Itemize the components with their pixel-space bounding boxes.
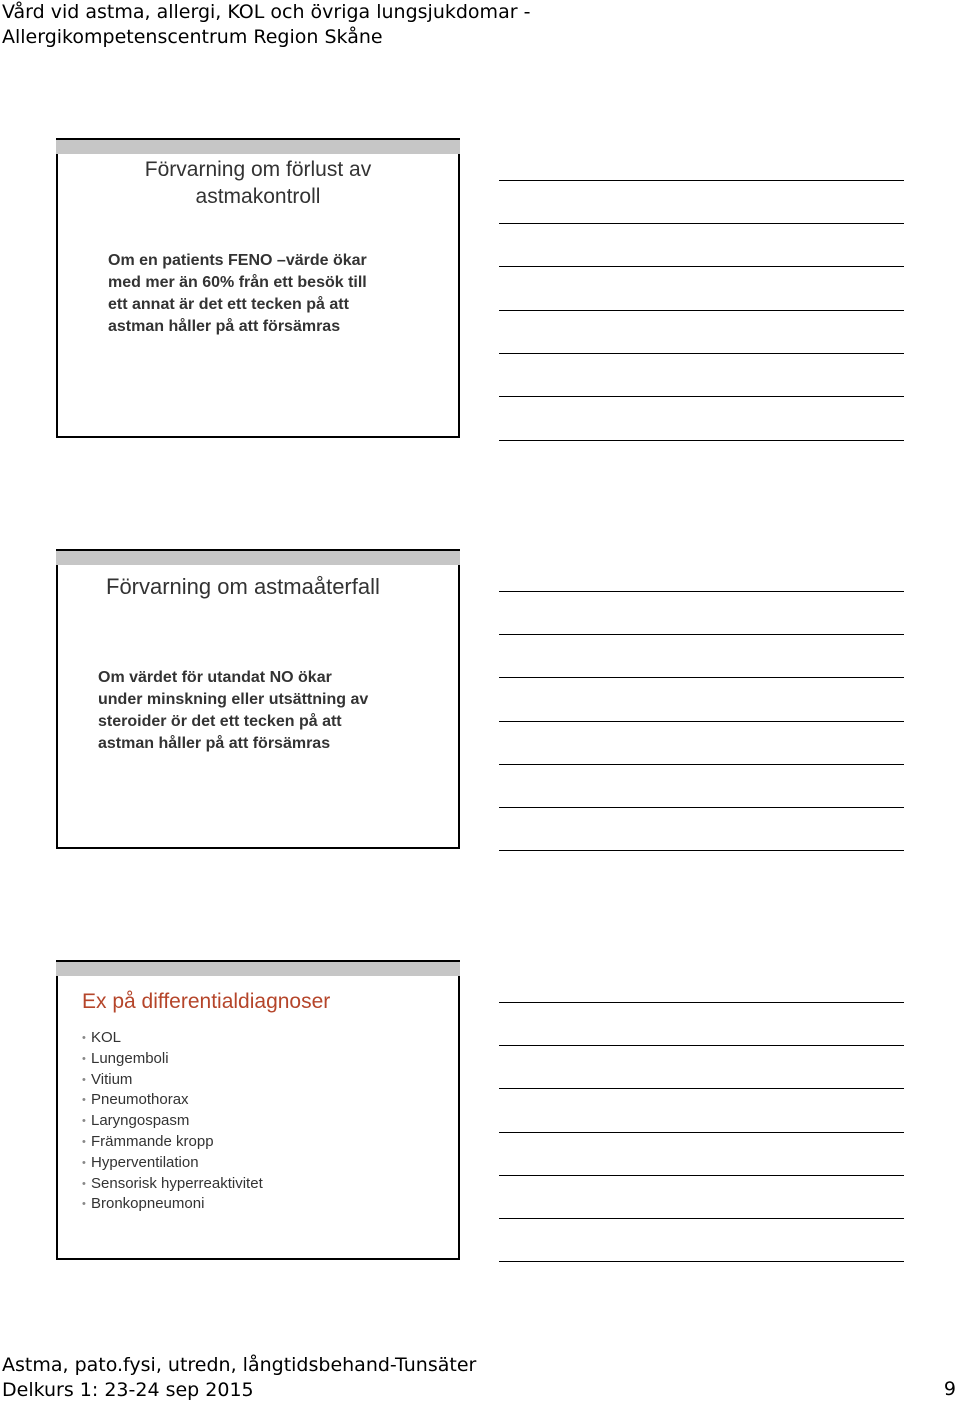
note-line	[499, 440, 904, 441]
note-line	[499, 807, 904, 808]
slide-title-line: Förvarning om astmaåterfall	[106, 574, 380, 599]
footer-line-1: Astma, pato.fysi, utredn, långtidsbehand-Tunsäter	[2, 1354, 477, 1376]
list-item: • Lungemboli	[82, 1049, 263, 1070]
slide-body	[108, 250, 367, 338]
list-item: • KOL	[82, 1028, 263, 1049]
slide-3	[56, 960, 460, 1260]
differential-diagnosis-list	[82, 1028, 263, 1215]
bullet-icon: •	[82, 1156, 86, 1169]
slide-title-line: astmakontroll	[195, 185, 321, 208]
note-line	[499, 1132, 904, 1133]
slide-body-line: under minskning eller utsättning av	[98, 691, 369, 708]
slide-body-line: steroider ör det ett tecken på att	[98, 713, 342, 730]
note-line	[499, 1218, 904, 1219]
list-item: • Laryngospasm	[82, 1111, 263, 1132]
list-item: • Bronkopneumoni	[82, 1194, 263, 1215]
bullet-icon: •	[82, 1052, 86, 1065]
note-line	[499, 1261, 904, 1262]
note-line	[499, 677, 904, 678]
note-line	[499, 591, 904, 592]
bullet-icon: •	[82, 1032, 86, 1044]
list-item: • Vitium	[82, 1070, 263, 1091]
slide-title	[106, 573, 380, 600]
slide-topbar	[56, 549, 460, 565]
slide-body-line: Om värdet för utandat NO ökar	[98, 669, 332, 686]
note-line	[499, 721, 904, 722]
slide-title-line: Förvarning om förlust av	[144, 158, 372, 181]
slide-body-line: astman håller på att försämras	[98, 735, 331, 752]
slide-body-line: ett annat är det ett tecken på att	[108, 296, 349, 313]
bullet-icon: •	[82, 1073, 86, 1086]
note-line	[499, 634, 904, 635]
bullet-icon: •	[82, 1135, 86, 1148]
slide-body-line: astman håller på att försämras	[108, 318, 341, 335]
bullet-icon: •	[82, 1115, 86, 1128]
note-line	[499, 764, 904, 765]
slide-body	[98, 667, 368, 755]
slide-topbar	[56, 960, 460, 976]
note-line	[499, 1045, 904, 1046]
slide-topbar	[56, 138, 460, 154]
slide-body-line: med mer än 60% från ett besök till	[108, 274, 367, 291]
header-line-2: Allergikompetenscentrum Region Skåne	[2, 26, 383, 48]
note-line	[499, 353, 904, 354]
note-line	[499, 396, 904, 397]
slide-title: Ex på differentialdiagnoser	[82, 990, 331, 1013]
header-line-1: Vård vid astma, allergi, KOL och övriga lungsjukdomar -	[2, 1, 531, 23]
note-line	[499, 310, 904, 311]
document-header	[2, 0, 530, 50]
slide-title	[58, 156, 458, 210]
note-line	[499, 1002, 904, 1003]
note-line	[499, 266, 904, 267]
bullet-icon: •	[82, 1094, 86, 1107]
bullet-icon: •	[82, 1177, 86, 1190]
list-item: • Sensorisk hyperreaktivitet	[82, 1174, 263, 1195]
note-line	[499, 180, 904, 181]
slide-body-line: Om en patients FENO –värde ökar	[108, 252, 367, 269]
note-line	[499, 1175, 904, 1176]
list-item: • Hyperventilation	[82, 1153, 263, 1174]
footer-line-2: Delkurs 1: 23-24 sep 2015	[2, 1379, 254, 1401]
note-line	[499, 223, 904, 224]
slide-1	[56, 138, 460, 438]
list-item: • Pneumothorax	[82, 1090, 263, 1111]
note-line	[499, 1088, 904, 1089]
list-item: • Främmande kropp	[82, 1132, 263, 1153]
slide-2	[56, 549, 460, 849]
bullet-icon: •	[82, 1198, 86, 1211]
page-number: 9	[943, 1378, 956, 1400]
note-line	[499, 850, 904, 851]
